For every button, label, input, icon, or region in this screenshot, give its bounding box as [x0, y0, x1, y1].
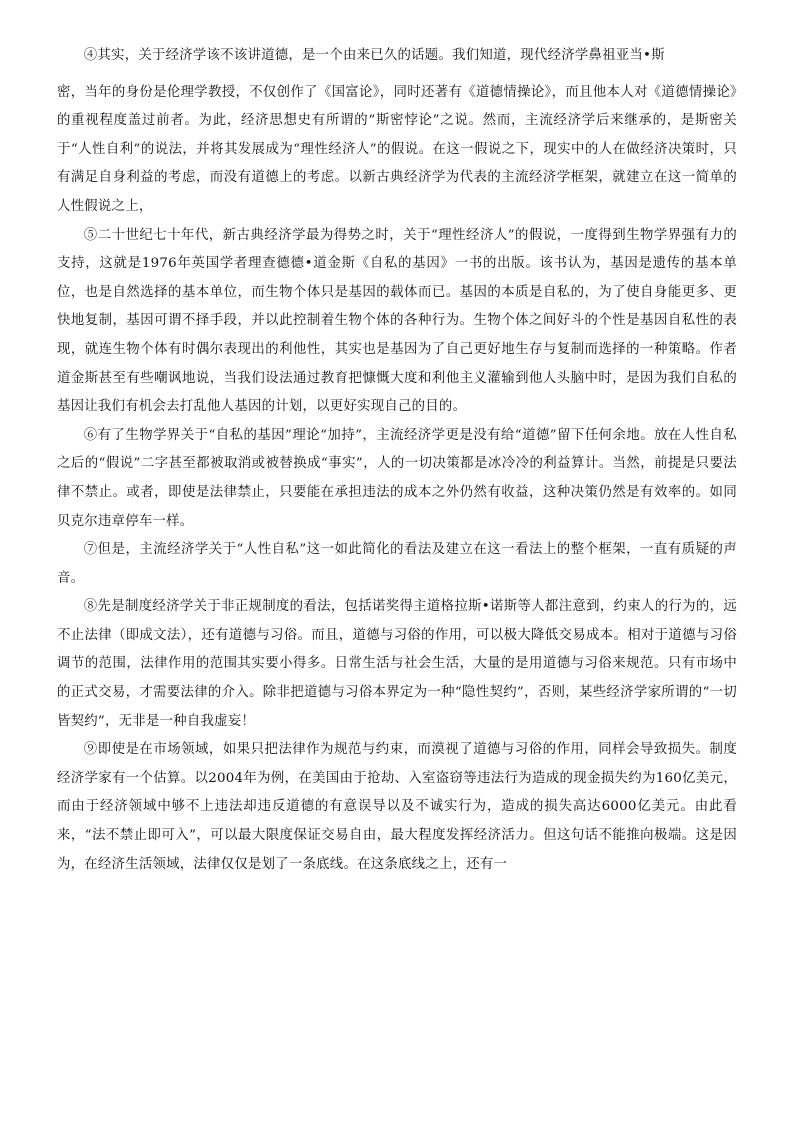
paragraph-4-rest: 密，当年的身份是伦理学教授，不仅创作了《国富论》，同时还著有《道德情操论》，而且他本人对《道德情操论》的重视程度盖过前者。为此，经济思想史有所谓的“斯密悖论”之说。然而，主流经济学后来继承的，是斯密关于“人性自利”的说法，并将其发展成为“理性经济人”的假说。在这一假说之下，现实中的人在做经济决策时，只有满足自身利益的考虑，而没有道德上的考虑。以新古典经济学为代表的主流经济学框架，就建立在这一简单的人性假说之上， [57, 84, 737, 214]
paragraph-5: ⑤二十世纪七十年代，新古典经济学最为得势之时，关于“理性经济人”的假说，一度得到生物学界强有力的支持，这就是1976年英国学者理查德德•道金斯《自私的基因》一书的出版。该书认为，基因是遗传的基本单位，也是自然选择的基本单位，而生物个体只是基因的载体而已。基因的本质是自私的，为了使自身能更多、更快地复制，基因可谓不择手段，并以此控制着生物个体的各种行为。生物个体之间好斗的个性是基因自私性的表现，就连生物个体有时偶尔表现出的利他性，其实也是基因为了自己更好地生存与复制而选择的一种策略。作者道金斯甚至有些嘲讽地说，当我们设法通过教育把慷慨大度和利他主义灌输到他人头脑中时，是因为我们自私的基因让我们有机会去打乱他人基因的计划，以更好实现自己的目的。 [57, 227, 737, 415]
paragraph-7: ⑦但是，主流经济学关于“人性自私”这一如此简化的看法及建立在这一看法上的整个框架，一直有质疑的声音。 [57, 542, 737, 586]
paragraph-8: ⑧先是制度经济学关于非正规制度的看法，包括诺奖得主道格拉斯•诺斯等人都注意到，约束人的行为的，远不止法律（即成文法），还有道德与习俗。而且，道德与习俗的作用，可以极大降低交易成本。相对于道德与习俗调节的范围，法律作用的范围其实要小得多。日常生活与社会生活，大量的是用道德与习俗来规范。只有市场中的正式交易，才需要法律的介入。除非把道德与习俗本界定为一种“隐性契约”，否则，某些经济学家所谓的“一切皆契约”，无非是一种自我虚妄！ [57, 599, 737, 729]
paragraph-4-first-line: ④其实，关于经济学该不该讲道德，是一个由来已久的话题。我们知道，现代经济学鼻祖亚当•斯 [83, 48, 665, 63]
paragraph-6: ⑥有了生物学界关于“自私的基因”理论“加持”，主流经济学更是没有给“道德”留下任何余地。放在人性自私之后的“假说”二字甚至都被取消或被替换成“事实”，人的一切决策都是冰冷冷的利益算计。当然，前提是只要法律不禁止。或者，即使是法律禁止，只要能在承担违法的成本之外仍然有收益，这种决策仍然是有效率的。如同贝克尔违章停车一样。 [57, 427, 737, 529]
paragraph-4 [57, 42, 737, 222]
paragraph-9: ⑨即使是在市场领域，如果只把法律作为规范与约束，而漠视了道德与习俗的作用，同样会导致损失。制度经济学家有一个估算。以2004年为例，在美国由于抢劫、入室盗窃等违法行为造成的现金损失约为160亿美元，而由于经济领域中够不上违法却违反道德的有意误导以及不诚实行为，造成的损失高达6000亿美元。由此看来，“法不禁止即可入”，可以最大限度保证交易自由，最大程度发挥经济活力。但这句话不能推向极端。这是因为，在经济生活领域，法律仅仅是划了一条底线。在这条底线之上，还有一 [57, 742, 737, 872]
